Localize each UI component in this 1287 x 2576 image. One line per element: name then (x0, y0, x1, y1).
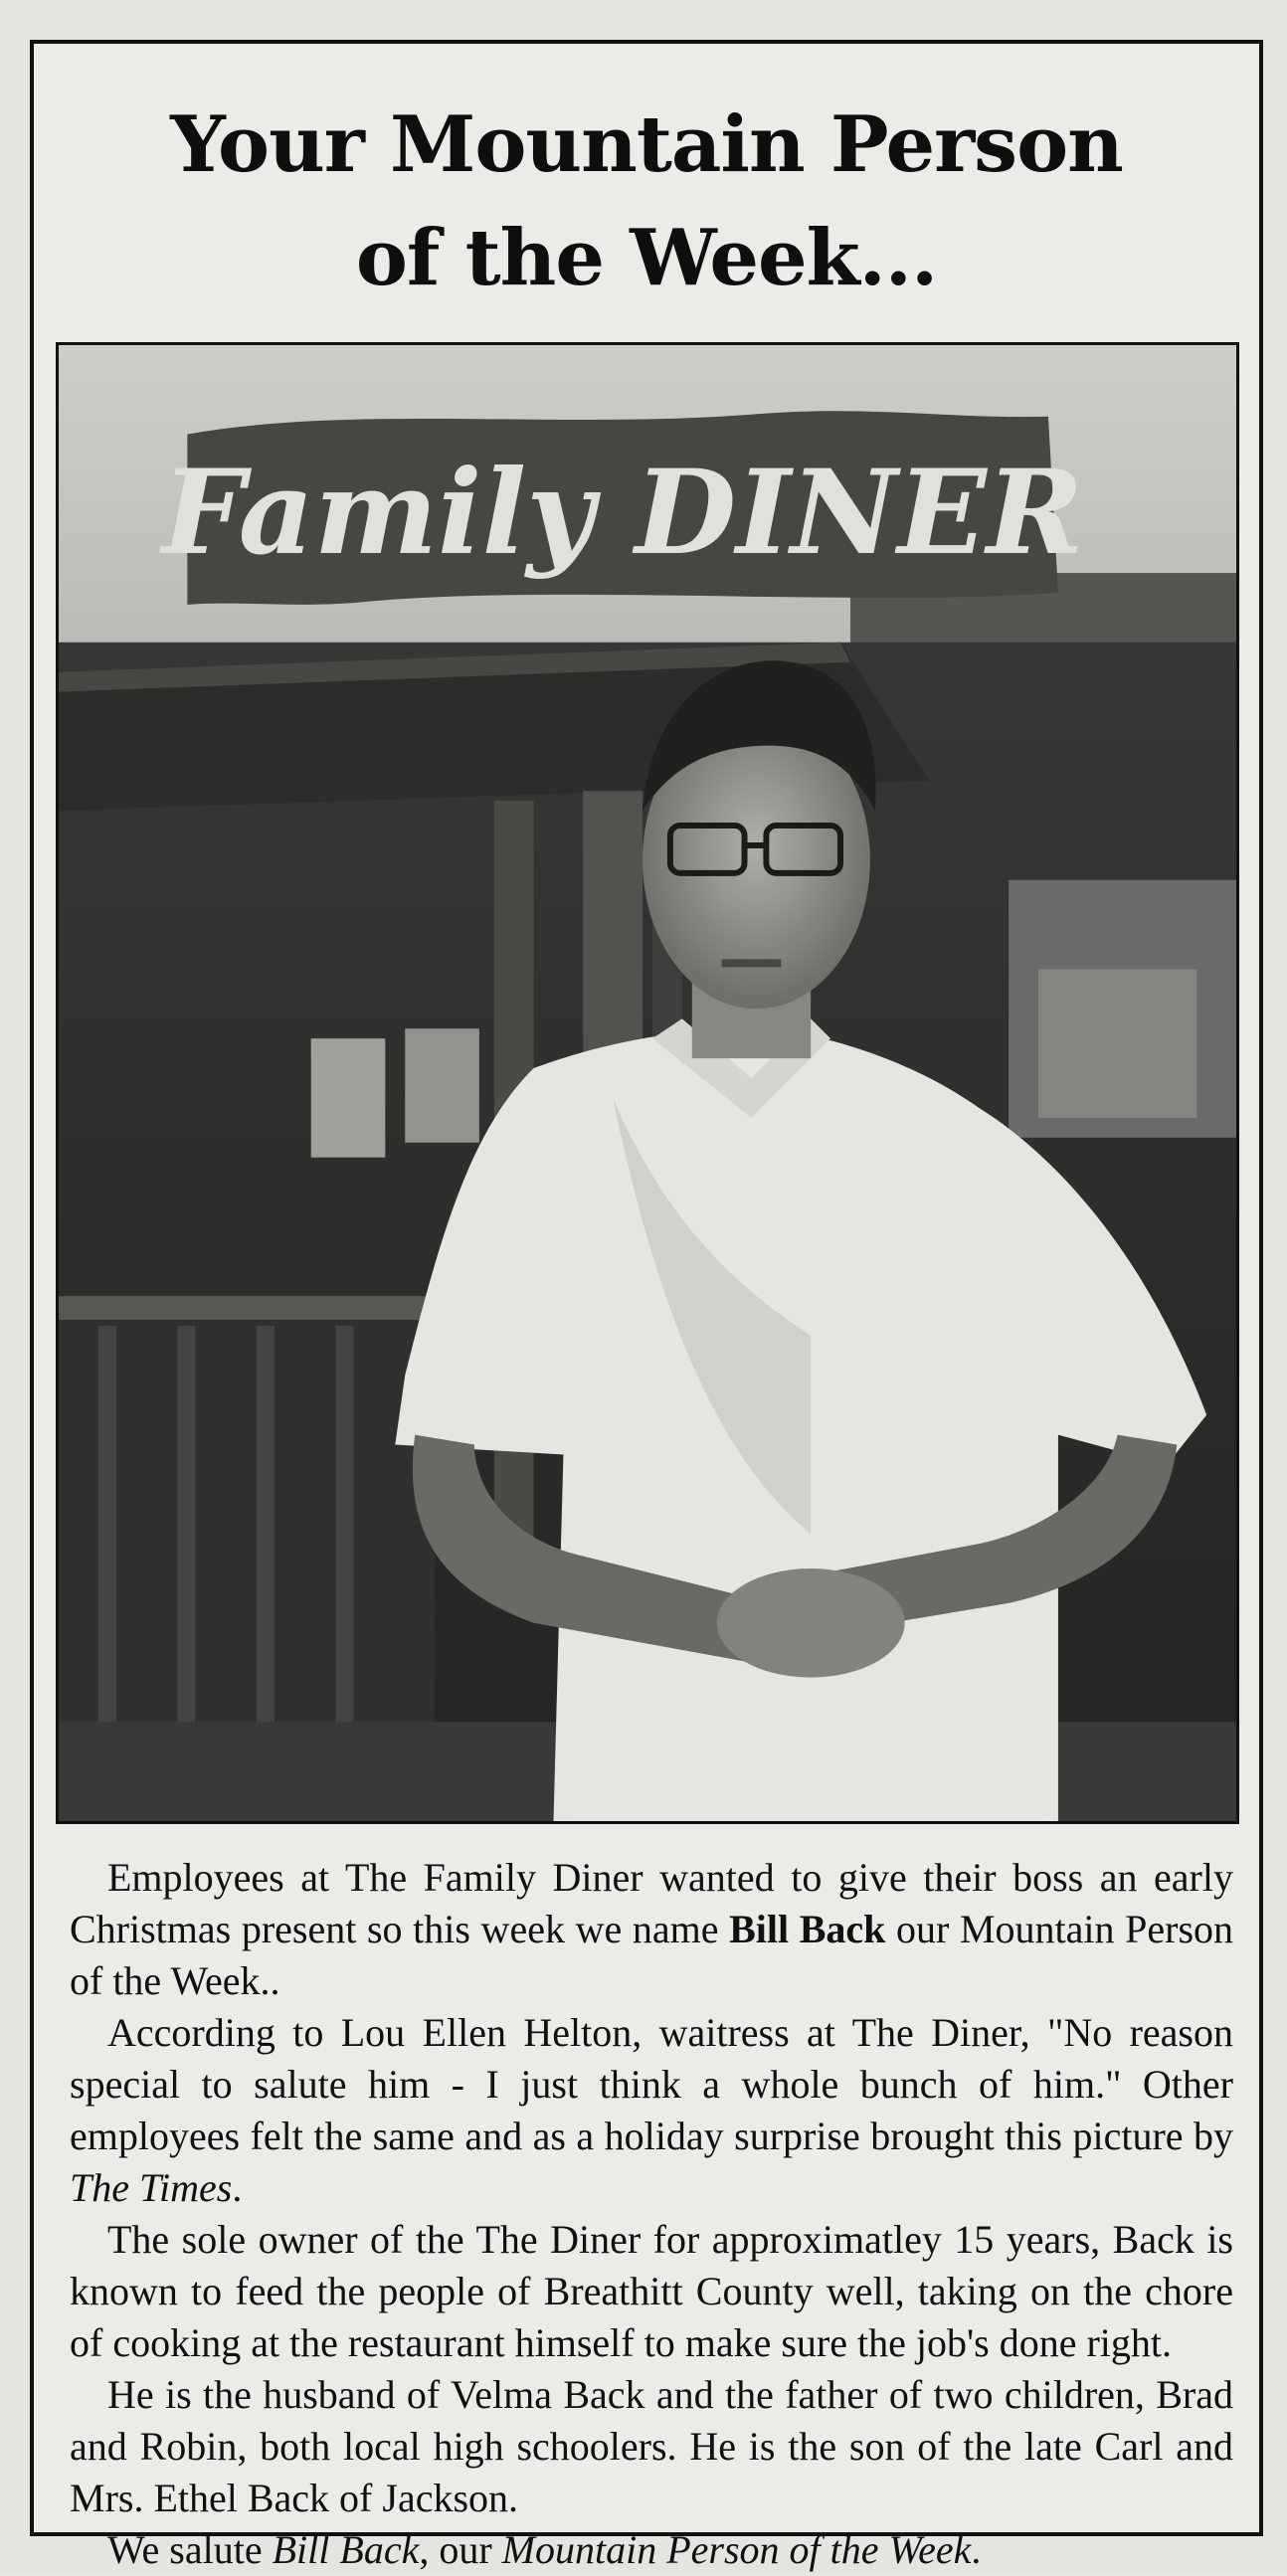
p2-paper-name: The Times (70, 2165, 233, 2210)
p5-name: Bill Back (272, 2527, 420, 2572)
p2-text-b: . (232, 2165, 243, 2210)
p2-text-a: According to Lou Ellen Helton, waitress at The Diner, "No reason special to salute him - I just think a whole bunch of him." Other employees felt the same and as a holiday surprise brought this picture by (70, 2010, 1233, 2158)
article-body (70, 1852, 1233, 2576)
paragraph-5 (70, 2524, 1233, 2576)
p1-text-b: our Mountain Person of the Week.. (70, 1907, 1234, 2003)
photo-illustration (59, 345, 1236, 1821)
paragraph-1 (70, 1852, 1233, 2007)
p5-text-c: . (971, 2527, 982, 2572)
diner-photo (56, 342, 1239, 1824)
p5-text-a: We salute (107, 2527, 273, 2572)
paragraph-3: The sole owner of the The Diner for approximatley 15 years, Back is known to feed the people of Breathitt County well, taking on the chore of cooking at the restaurant himself to make sure the job's done right. (70, 2217, 1233, 2365)
headline (34, 89, 1259, 315)
p5-text-b: , our (419, 2527, 502, 2572)
headline-line-2: of the Week... (355, 213, 938, 303)
headline-line-1: Your Mountain Person (170, 99, 1123, 190)
p1-text-a: Employees at The Family Diner wanted to give their boss an early Christmas present so this week we name (70, 1855, 1233, 1951)
paragraph-4: He is the husband of Velma Back and the father of two children, Brad and Robin, both local high schoolers. He is the son of the late Carl and Mrs. Ethel Back of Jackson. (70, 2372, 1233, 2520)
p5-title: Mountain Person of the Week (501, 2527, 972, 2572)
paragraph-2 (70, 2007, 1233, 2214)
newspaper-clipping (30, 40, 1263, 2572)
diner-sign-text: Family DINER (161, 444, 1084, 582)
p1-name: Bill Back (729, 1907, 886, 1951)
